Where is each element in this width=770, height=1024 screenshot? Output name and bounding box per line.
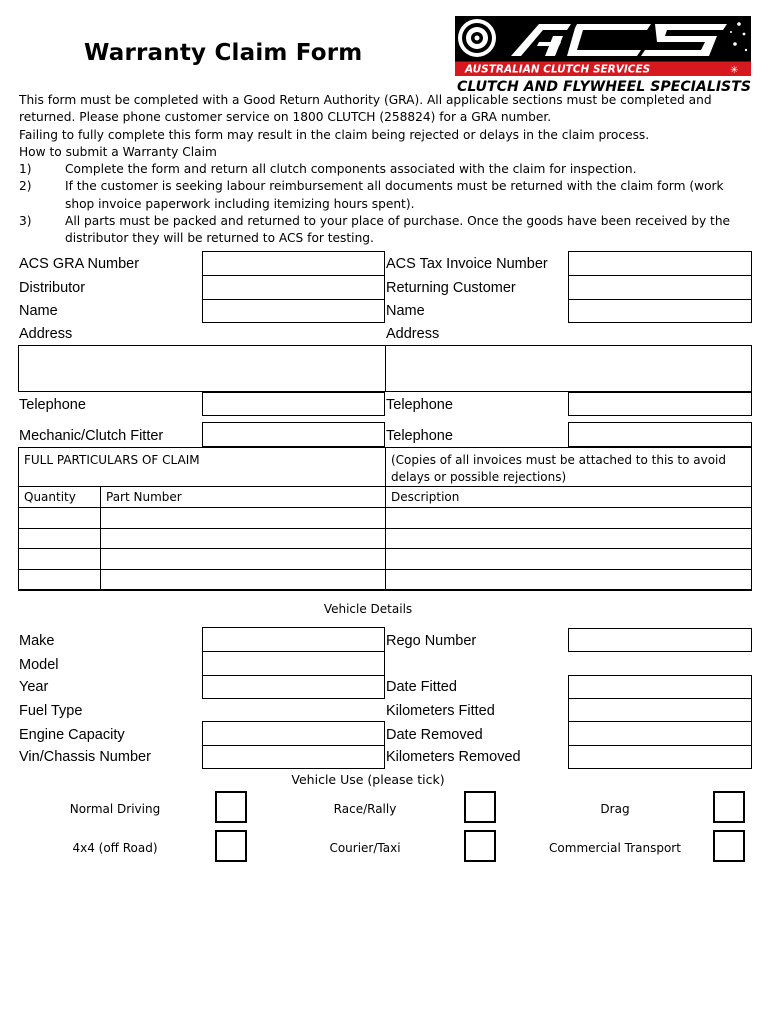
- table-row[interactable]: [385, 507, 752, 529]
- label-name-right: Name: [386, 303, 425, 319]
- label-rego: Rego Number: [386, 633, 477, 649]
- table-row[interactable]: [100, 548, 386, 570]
- col-quantity: Quantity: [18, 486, 101, 508]
- label-distributor: Distributor: [19, 280, 86, 296]
- returning-customer-input[interactable]: [568, 275, 752, 300]
- step-1: 1) Complete the form and return all clutch components associated with the claim for inspection.: [19, 162, 637, 177]
- label-telephone-right-2: Telephone: [386, 428, 453, 444]
- claim-note-cell: [385, 447, 752, 487]
- table-row[interactable]: [18, 528, 101, 549]
- gra-number-input[interactable]: [202, 251, 385, 276]
- km-fitted-input[interactable]: [568, 698, 752, 722]
- name-left-input[interactable]: [202, 299, 385, 323]
- claim-heading-cell: [18, 447, 386, 487]
- tax-invoice-input[interactable]: [568, 251, 752, 276]
- label-km-fitted: Kilometers Fitted: [386, 703, 495, 719]
- label-model: Model: [19, 657, 59, 673]
- label-acs-gra-number: ACS GRA Number: [19, 256, 140, 272]
- km-removed-input[interactable]: [568, 745, 752, 769]
- intro-line: This form must be completed with a Good Return Authority (GRA). All applicable sections must be completed and: [19, 93, 712, 107]
- vin-input[interactable]: [202, 745, 385, 769]
- table-row[interactable]: [18, 548, 101, 570]
- clutch-disc-icon: [458, 19, 496, 57]
- make-input[interactable]: [202, 627, 385, 652]
- label-date-removed: Date Removed: [386, 727, 483, 743]
- label-address-left: Address: [19, 326, 73, 342]
- table-row[interactable]: [18, 507, 101, 529]
- label-returning-customer: Returning Customer: [386, 280, 516, 296]
- label-telephone-left: Telephone: [19, 397, 86, 413]
- use-courier-taxi-label: Courier/Taxi: [329, 841, 401, 855]
- use-normal-driving-checkbox[interactable]: [215, 791, 247, 823]
- address-right-input[interactable]: [385, 345, 752, 392]
- table-row[interactable]: [100, 528, 386, 549]
- label-date-fitted: Date Fitted: [386, 679, 457, 695]
- vehicle-use-heading: Vehicle Use (please tick): [291, 772, 445, 787]
- use-race-rally-label: Race/Rally: [333, 802, 397, 816]
- label-year: Year: [19, 679, 49, 695]
- col-description: Description: [385, 486, 752, 508]
- svg-text:✳: ✳: [730, 65, 739, 76]
- step-3: 3) All parts must be packed and returned to your place of purchase. Once the goods have been received by the distributor they will be returned to ACS for testing.: [19, 214, 731, 246]
- use-drag-checkbox[interactable]: [713, 791, 745, 823]
- table-row[interactable]: [385, 569, 752, 590]
- claim-table-body: [18, 507, 752, 591]
- telephone-right-2-input[interactable]: [568, 422, 752, 447]
- table-row[interactable]: [100, 569, 386, 590]
- date-removed-input[interactable]: [568, 721, 752, 746]
- table-row[interactable]: [385, 548, 752, 570]
- col-part-number: Part Number: [100, 486, 386, 508]
- distributor-input[interactable]: [202, 275, 385, 300]
- label-telephone-right: Telephone: [386, 397, 453, 413]
- use-race-rally-checkbox[interactable]: [464, 791, 496, 823]
- intro-line: How to submit a Warranty Claim: [19, 144, 217, 159]
- use-4x4-label: 4x4 (off Road): [72, 841, 158, 855]
- intro-line: Failing to fully complete this form may result in the claim being rejected or delays in the claim process.: [19, 127, 650, 142]
- label-vin: Vin/Chassis Number: [19, 749, 151, 765]
- label-make: Make: [19, 633, 55, 649]
- table-row[interactable]: [100, 507, 386, 529]
- use-commercial-label: Commercial Transport: [549, 841, 681, 855]
- model-input[interactable]: [202, 651, 385, 676]
- acs-logo-graphic: [455, 16, 751, 94]
- acs-logo: [455, 16, 751, 94]
- address-left-input[interactable]: [18, 345, 386, 392]
- label-acs-tax-invoice: ACS Tax Invoice Number: [386, 256, 548, 272]
- rego-input[interactable]: [568, 628, 752, 652]
- intro-text: [19, 92, 754, 248]
- label-engine-capacity: Engine Capacity: [19, 727, 125, 743]
- date-fitted-input[interactable]: [568, 675, 752, 699]
- intro-line: returned. Please phone customer service on 1800 CLUTCH (258824) for a GRA number.: [19, 110, 552, 125]
- telephone-right-input[interactable]: [568, 392, 752, 416]
- label-address-right: Address: [386, 326, 440, 342]
- year-input[interactable]: [202, 675, 385, 699]
- use-courier-taxi-checkbox[interactable]: [464, 830, 496, 862]
- form-title: Warranty Claim Form: [84, 40, 363, 66]
- logo-tagline: CLUTCH AND FLYWHEEL SPECIALISTS: [457, 78, 751, 94]
- claim-note: (Copies of all invoices must be attached to this to avoid delays or possible rejections): [391, 453, 726, 484]
- telephone-left-input[interactable]: [202, 392, 385, 416]
- use-4x4-checkbox[interactable]: [215, 830, 247, 862]
- use-drag-label: Drag: [600, 802, 630, 816]
- label-km-removed: Kilometers Removed: [386, 749, 521, 765]
- label-name-left: Name: [19, 303, 58, 319]
- label-fuel-type: Fuel Type: [19, 703, 83, 719]
- table-row[interactable]: [385, 528, 752, 549]
- engine-capacity-input[interactable]: [202, 721, 385, 746]
- label-mechanic: Mechanic/Clutch Fitter: [19, 428, 164, 444]
- use-commercial-checkbox[interactable]: [713, 830, 745, 862]
- use-normal-driving-label: Normal Driving: [69, 802, 161, 816]
- vehicle-details-heading: Vehicle Details: [323, 602, 413, 616]
- mechanic-input[interactable]: [202, 422, 385, 447]
- logo-banner-text: AUSTRALIAN CLUTCH SERVICES: [465, 63, 651, 76]
- step-2: 2) If the customer is seeking labour reimbursement all documents must be returned with the claim form (work shop invoice paperwork including itemizing hours spent).: [19, 179, 724, 211]
- table-row[interactable]: [18, 569, 101, 590]
- claim-heading: FULL PARTICULARS OF CLAIM: [24, 453, 200, 467]
- name-right-input[interactable]: [568, 299, 752, 323]
